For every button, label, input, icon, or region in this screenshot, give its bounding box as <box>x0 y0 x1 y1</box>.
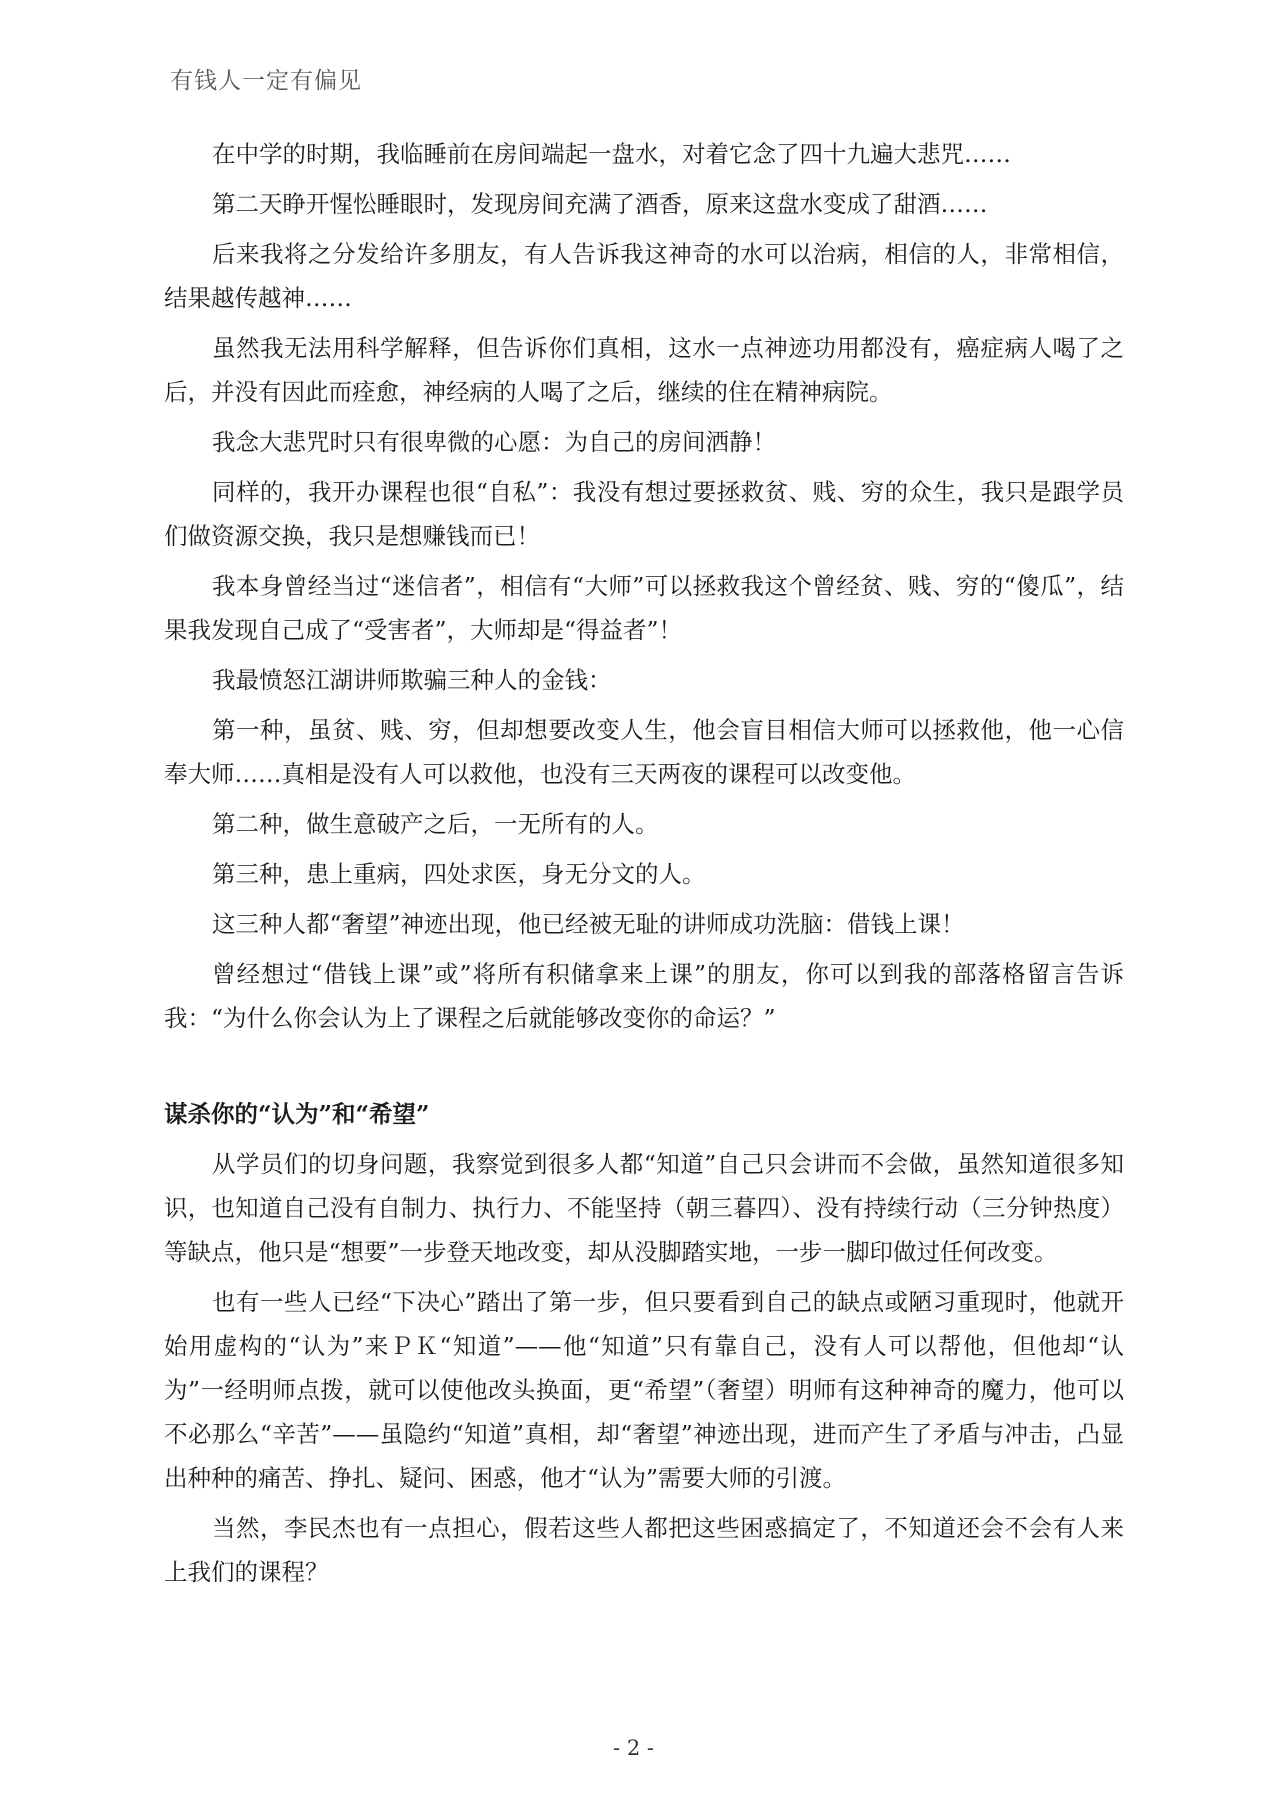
paragraph: 这三种人都“奢望”神迹出现，他已经被无耻的讲师成功洗脑：借钱上课！ <box>212 910 965 938</box>
paragraph: 我念大悲咒时只有很卑微的心愿：为自己的房间洒静！ <box>212 428 776 456</box>
paragraph: 第二天睁开惺忪睡眼时，发现房间充满了酒香，原来这盘水变成了甜酒…… <box>212 190 988 218</box>
paragraph: 当然，李民杰也有一点担心，假若这些人都把这些困惑搞定了，不知道还会不会有人来上我们的课程？ <box>164 1514 1124 1586</box>
paragraph: 也有一些人已经“下决心”踏出了第一步，但只要看到自己的缺点或陋习重现时，他就开始用虚构的“认为”来ＰＫ“知道”——他“知道”只有靠自己，没有人可以帮他，但他却“认为”一经明师点拨，就可以使他改头换面，更“希望”（奢望）明师有这种神奇的魔力，他可以不必那么“辛苦”——虽隐约“知道”真相，却“奢望”神迹出现，进而产生了矛盾与冲击，凸显出种种的痛苦、挣扎、疑问、困惑，他才“认为”需要大师的引渡。 <box>164 1288 1124 1492</box>
paragraph: 曾经想过“借钱上课”或”将所有积储拿来上课”的朋友，你可以到我的部落格留言告诉我：“为什么你会认为上了课程之后就能够改变你的命运？” <box>164 960 1124 1032</box>
paragraph: 第二种，做生意破产之后，一无所有的人。 <box>212 810 659 838</box>
paragraph: 从学员们的切身问题，我察觉到很多人都“知道”自己只会讲而不会做，虽然知道很多知识，也知道自己没有自制力、执行力、不能坚持（朝三暮四）、没有持续行动（三分钟热度）等缺点，他只是“想要”一步登天地改变，却从没脚踏实地，一步一脚印做过任何改变。 <box>164 1150 1124 1266</box>
section-heading: 谋杀你的“认为”和“希望” <box>164 1100 430 1128</box>
paragraph: 第三种，患上重病，四处求医，身无分文的人。 <box>212 860 706 888</box>
paragraph: 虽然我无法用科学解释，但告诉你们真相，这水一点神迹功用都没有，癌症病人喝了之后，并没有因此而痊愈，神经病的人喝了之后，继续的住在精神病院。 <box>164 334 1124 406</box>
running-header: 有钱人一定有偏见 <box>170 68 362 94</box>
paragraph: 我本身曾经当过“迷信者”，相信有“大师”可以拯救我这个曾经贫、贱、穷的“傻瓜”，结果我发现自己成了“受害者”，大师却是“得益者”！ <box>164 572 1124 644</box>
paragraph: 后来我将之分发给许多朋友，有人告诉我这神奇的水可以治病，相信的人，非常相信，结果越传越神…… <box>164 240 1124 312</box>
paragraph: 在中学的时期，我临睡前在房间端起一盘水，对着它念了四十九遍大悲咒…… <box>212 140 1011 168</box>
paragraph: 我最愤怒江湖讲师欺骗三种人的金钱： <box>212 666 612 694</box>
paragraph: 第一种，虽贫、贱、穷，但却想要改变人生，他会盲目相信大师可以拯救他，他一心信奉大师……真相是没有人可以救他，也没有三天两夜的课程可以改变他。 <box>164 716 1124 788</box>
page-number: - 2 - <box>613 1736 654 1760</box>
paragraph: 同样的，我开办课程也很“自私”：我没有想过要拯救贫、贱、穷的众生，我只是跟学员们做资源交换，我只是想赚钱而已！ <box>164 478 1124 550</box>
page-body <box>164 132 1124 1600</box>
